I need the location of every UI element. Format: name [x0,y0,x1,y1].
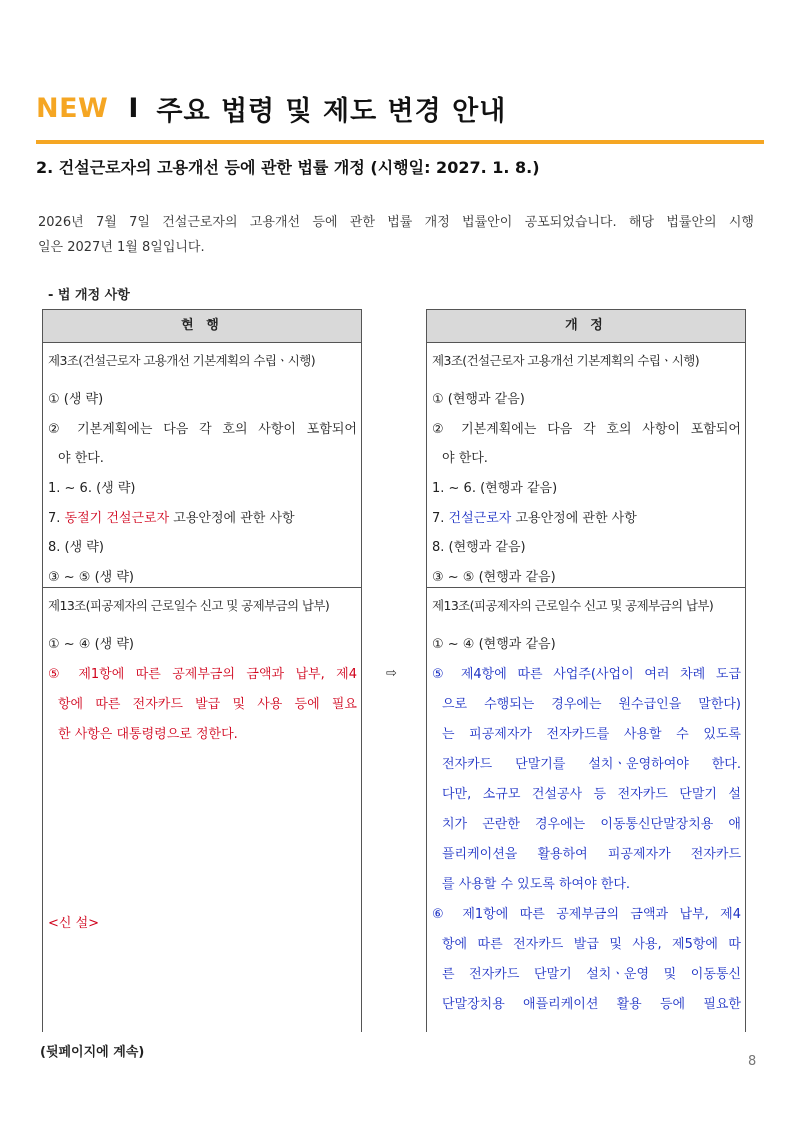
item-number: 7. [48,511,61,526]
intro-line: 일은 2027년 1월 8일입니다. [38,240,205,255]
current-law-header: 현 행 [43,310,361,343]
clause-line: 야 한다. [58,451,104,466]
added-text: 는 피공제자가 전자카드를 사용할 수 있도록 [442,727,741,742]
page-header [36,86,506,130]
intro-paragraph [38,210,754,260]
added-text: 항에 따른 전자카드 발급 및 사용, 제5항에 따 [442,937,741,952]
intro-line: 2026년 7월 7일 건설근로자의 고용개선 등에 관한 법률 개정 법률안이 공포되었습니다. 해당 법률안의 시행 [38,215,754,230]
added-text: ⑤ 제4항에 따른 사업주(사업이 여러 차례 도급 [432,667,741,682]
article-13-amended [427,588,745,1032]
header-separator: I [128,92,139,124]
clause-line: ③ ~ ⑤ (생 략) [48,570,134,585]
article-3-amended [427,343,745,588]
clause-line: 1. ~ 6. (현행과 같음) [432,481,558,496]
added-text: 를 사용할 수 있도록 하여야 한다. [442,877,631,892]
added-text: ⑥ 제1항에 따른 공제부금의 금액과 납부, 제4 [432,907,741,922]
clause-line [48,507,357,526]
amendment-label: - 법 개정 사항 [48,288,130,303]
deleted-text: ⑤ 제1항에 따른 공제부금의 금액과 납부, 제4 [48,667,357,682]
clause-line: ① (현행과 같음) [432,392,525,407]
added-text: 단말장치용 애플리케이션 활용 등에 필요한 [442,997,741,1012]
item-text: 고용안정에 관한 사항 [515,511,637,526]
amended-law-header: 개 정 [427,310,745,343]
arrow-icon: ⇨ [386,666,397,681]
added-text: 다만, 소규모 건설공사 등 전자카드 단말기 설 [442,787,741,802]
header-rule [36,140,764,144]
deleted-text: 한 사항은 대통령령으로 정한다. [58,727,238,742]
clause-line: 8. (현행과 같음) [432,540,526,555]
added-text: 전자카드 단말기를 설치ㆍ운영하여야 한다. [442,757,741,772]
clause-line: ① ~ ④ (현행과 같음) [432,637,556,652]
page-title: 주요 법령 및 제도 변경 안내 [156,95,507,127]
clause-line: ① (생 략) [48,392,104,407]
article-3-current [43,343,361,588]
article-13-current [43,588,361,1032]
article-title: 제3조(건설근로자 고용개선 기본계획의 수립ㆍ시행) [432,353,700,368]
item-text: 고용안정에 관한 사항 [173,511,295,526]
section-title: 2. 건설근로자의 고용개선 등에 관한 법률 개정 (시행일: 2027. 1. 8.) [36,158,540,177]
added-text: 른 전자카드 단말기 설치ㆍ운영 및 이동통신 [442,967,741,982]
article-title: 제3조(건설근로자 고용개선 기본계획의 수립ㆍ시행) [48,353,316,368]
article-title: 제13조(피공제자의 근로일수 신고 및 공제부금의 납부) [432,598,714,613]
current-law-table [42,309,362,1032]
new-label: NEW [36,92,109,124]
page-number: 8 [748,1054,757,1069]
item-number: 7. [432,511,445,526]
clause-line: 8. (생 략) [48,540,104,555]
clause-line: 야 한다. [442,451,488,466]
added-text: 치가 곤란한 경우에는 이동통신단말장치용 애 [442,817,741,832]
continued-note: (뒷페이지에 계속) [40,1045,145,1060]
clause-line [432,507,741,526]
clause-line: 1. ~ 6. (생 략) [48,481,136,496]
deleted-text: 항에 따른 전자카드 발급 및 사용 등에 필요 [58,697,357,712]
amended-law-table [426,309,746,1032]
added-text: 으로 수행되는 경우에는 원수급인을 말한다) [442,697,741,712]
added-text: 건설근로자 [448,511,512,526]
new-provision-note: <신 설> [48,916,100,931]
deleted-text: 동절기 건설근로자 [64,511,170,526]
added-text: 플리케이션을 활용하여 피공제자가 전자카드 [442,847,741,862]
clause-line: ① ~ ④ (생 략) [48,637,134,652]
clause-line: ② 기본계획에는 다음 각 호의 사항이 포함되어 [432,422,741,437]
article-title: 제13조(피공제자의 근로일수 신고 및 공제부금의 납부) [48,598,330,613]
clause-line: ③ ~ ⑤ (현행과 같음) [432,570,556,585]
clause-line: ② 기본계획에는 다음 각 호의 사항이 포함되어 [48,422,357,437]
